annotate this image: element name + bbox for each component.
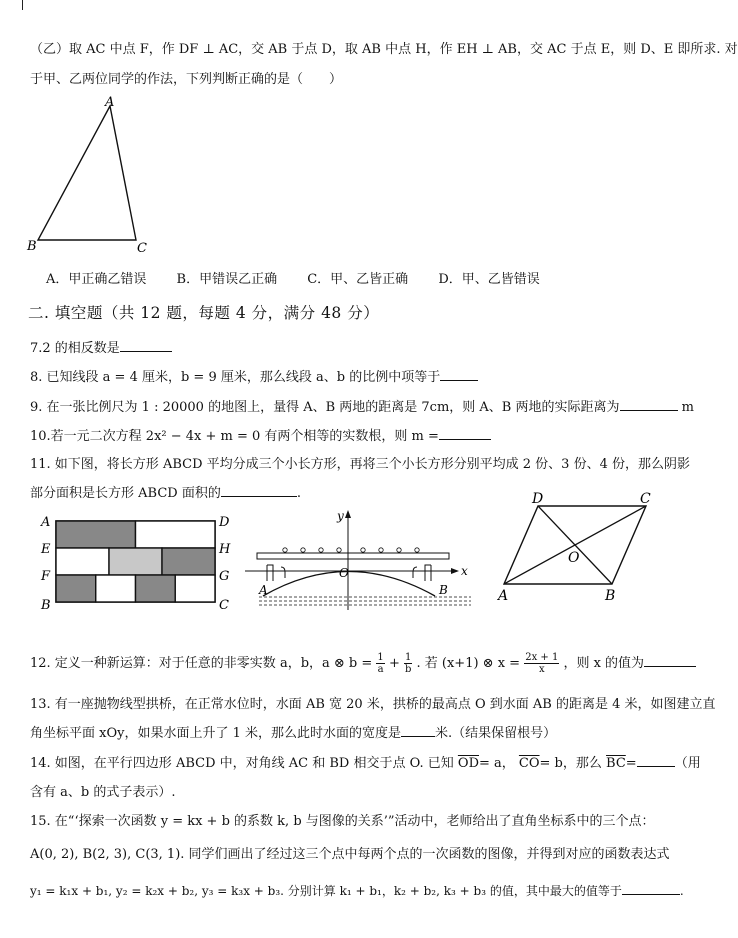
bridge-y-arrow	[345, 510, 351, 518]
q13-line-1: 13. 有一座抛物线型拱桥，在正常水位时，水面 AB 宽 20 米，拱桥的最高点 O 到水面 AB 的距离是 4 米，如图建立直	[30, 697, 716, 712]
q14-vector-bc: $\overline{BC}$	[606, 756, 626, 771]
bridge-deck	[257, 553, 449, 559]
q9-answer-blank[interactable]	[620, 398, 678, 411]
row1-shaded-part	[56, 521, 136, 548]
para-label-b: B	[605, 588, 616, 604]
q14-line-1a: 14. 如图，在平行四边形 ABCD 中，对角线 AC 和 BD 相交于点 O. 已知	[30, 756, 454, 771]
question-11-line-2	[30, 482, 301, 501]
q12-post: ，则 x 的值为	[563, 656, 645, 671]
question-8	[30, 366, 478, 385]
rect-label-d: D	[219, 515, 230, 530]
option-b[interactable]: B．甲错误乙正确	[176, 272, 278, 287]
rect-label-a: A	[41, 515, 51, 530]
question-10	[30, 425, 491, 444]
q14-line-2: 含有 a、b 的式子表示）.	[30, 785, 176, 800]
q12-f2-num: 1	[404, 652, 412, 663]
q12-fraction-2	[404, 652, 412, 675]
q9-text: 9. 在一张比例尺为 1 : 20000 的地图上，量得 A、B 两地的距离是 7cm，则 A、B 两地的实际距离为	[30, 400, 620, 415]
bridge-label-a: A	[259, 583, 268, 597]
q9-unit: m	[681, 400, 694, 415]
rectangle-figure	[38, 510, 238, 613]
q12-plus: +	[388, 656, 400, 671]
row1-plain-part	[136, 521, 216, 548]
q15-line-3: y₁ = k₁x + b₁, y₂ = k₂x + b₂, y₃ = k₃x + b₃. 分别计算 k₁ + b₁，k₂ + b₂, k₃ + b₃ 的值，其中最大的值等于	[30, 884, 622, 898]
q7-text: 7.2 的相反数是	[30, 341, 120, 356]
q14-vector-od: $\overline{OD}$	[457, 756, 479, 771]
q12-mid: . 若 (x+1) ⊗ x =	[416, 656, 521, 671]
row2-shaded-part	[109, 548, 162, 575]
section-title: 二. 填空题（共 12 题，每题 4 分，满分 48 分）	[28, 304, 380, 322]
question-13-line-2	[30, 722, 556, 741]
row2-part-3	[162, 548, 215, 575]
bridge-label-y: y	[337, 509, 344, 523]
question-14-line-1	[30, 752, 701, 771]
rect-label-h: H	[219, 542, 231, 557]
parallelogram-figure	[490, 488, 665, 610]
q12-fraction-1	[376, 652, 384, 675]
para-label-a: A	[498, 588, 509, 604]
bridge-deck-railing	[283, 548, 419, 552]
question-12	[30, 652, 696, 675]
q14-line-1b: （用	[674, 756, 701, 771]
q8-answer-blank[interactable]	[440, 368, 478, 381]
intro-line-1: （乙）取 AC 中点 F，作 DF ⊥ AC，交 AB 于点 D，取 AB 中点 H，作 EH ⊥ AB，交 AC 于点 E，则 D、E 即所求. 对	[30, 42, 738, 57]
intro-line-2: 于甲、乙两位同学的作法，下列判断正确的是（ ）	[30, 72, 343, 87]
q11-line-2: 部分面积是长方形 ABCD 面积的	[30, 486, 221, 501]
rect-label-e: E	[41, 542, 51, 557]
q11-line-1: 11. 如下图，将长方形 ABCD 平均分成三个小长方形，再将三个小长方形分别平均成 2 份、3 份、4 份，那么阴影	[30, 457, 690, 472]
q14-eq-c: =	[625, 756, 637, 771]
q13-line-2: 角坐标平面 xOy，如果水面上升了 1 米，那么此时水面的宽度是	[30, 726, 402, 741]
q11-answer-blank[interactable]	[221, 484, 297, 497]
q8-text: 8. 已知线段 a = 4 厘米，b = 9 厘米，那么线段 a、b 的比例中项等于	[30, 370, 441, 385]
q15-end: .	[679, 884, 684, 898]
bridge-arch	[263, 572, 435, 597]
q12-f3-num: 2x + 1	[525, 652, 559, 663]
para-label-d: D	[532, 491, 544, 507]
bridge-left-pillar	[267, 565, 273, 581]
q11-end: .	[296, 486, 301, 501]
row3-part-2	[96, 575, 136, 602]
q12-fraction-3	[524, 652, 559, 675]
diagonal-bd	[538, 506, 612, 584]
bridge-label-b: B	[439, 583, 448, 597]
bridge-x-arrow	[451, 568, 459, 574]
row3-part-4	[175, 575, 215, 602]
q12-f2-den: b	[404, 664, 412, 675]
page-corner-mark	[22, 0, 23, 10]
triangle-figure	[20, 92, 160, 257]
bridge-label-o: O	[339, 566, 349, 580]
q10-answer-blank[interactable]	[439, 427, 491, 440]
triangle-label-c: C	[137, 241, 147, 256]
q12-pre: 12. 定义一种新运算：对于任意的非零实数 a，b，a ⊗ b =	[30, 656, 373, 671]
q14-vector-co: $\overline{CO}$	[518, 756, 540, 771]
bridge-label-x: x	[461, 564, 468, 578]
q12-answer-blank[interactable]	[644, 654, 696, 667]
q14-answer-blank[interactable]	[637, 754, 675, 767]
row3-part-1	[56, 575, 96, 602]
answer-options	[46, 268, 566, 287]
q7-answer-blank[interactable]	[120, 339, 172, 352]
rect-label-c: C	[219, 598, 229, 613]
q14-eq-a: = a，	[479, 756, 515, 771]
para-label-o: O	[568, 550, 580, 566]
triangle-label-a: A	[105, 95, 115, 110]
para-label-c: C	[640, 491, 651, 507]
question-7	[30, 337, 172, 356]
option-c[interactable]: C．甲、乙皆正确	[307, 272, 409, 287]
q13-answer-blank[interactable]	[401, 724, 435, 737]
question-9	[30, 396, 694, 415]
q14-eq-b: = b，那么	[539, 756, 602, 771]
bridge-left-bracket	[281, 567, 285, 578]
bridge-right-pillar	[425, 565, 431, 581]
q15-answer-blank[interactable]	[622, 882, 680, 895]
bridge-right-bracket	[413, 567, 417, 578]
q15-line-2: A(0, 2), B(2, 3), C(3, 1). 同学们画出了经过这三个点中每两个点的一次函数的图像，并得到对应的函数表达式	[30, 847, 670, 862]
q10-text: 10.若一元二次方程 2x² − 4x + m = 0 有两个相等的实数根，则 m =	[30, 429, 439, 444]
q12-f1-den: a	[377, 664, 384, 675]
q12-f3-den: x	[538, 664, 545, 675]
rect-label-b: B	[41, 598, 51, 613]
option-d[interactable]: D．甲、乙皆错误	[438, 272, 540, 287]
q13-line-2b: 米.（结果保留根号）	[435, 726, 557, 741]
q15-line-1: 15. 在“‘探索一次函数 y = kx + b 的系数 k, b 与图像的关系’”活动中，老师给出了直角坐标系中的三个点：	[30, 814, 655, 829]
triangle-abc	[38, 106, 136, 240]
row3-part-3	[136, 575, 176, 602]
row2-part-1	[56, 548, 109, 575]
option-a[interactable]: A．甲正确乙错误	[46, 272, 147, 287]
triangle-label-b: B	[27, 239, 37, 254]
bridge-figure	[245, 505, 475, 615]
q12-f1-num: 1	[377, 652, 384, 663]
rect-label-g: G	[219, 569, 230, 584]
rect-label-f: F	[41, 569, 51, 584]
question-15-line-3	[30, 882, 684, 899]
